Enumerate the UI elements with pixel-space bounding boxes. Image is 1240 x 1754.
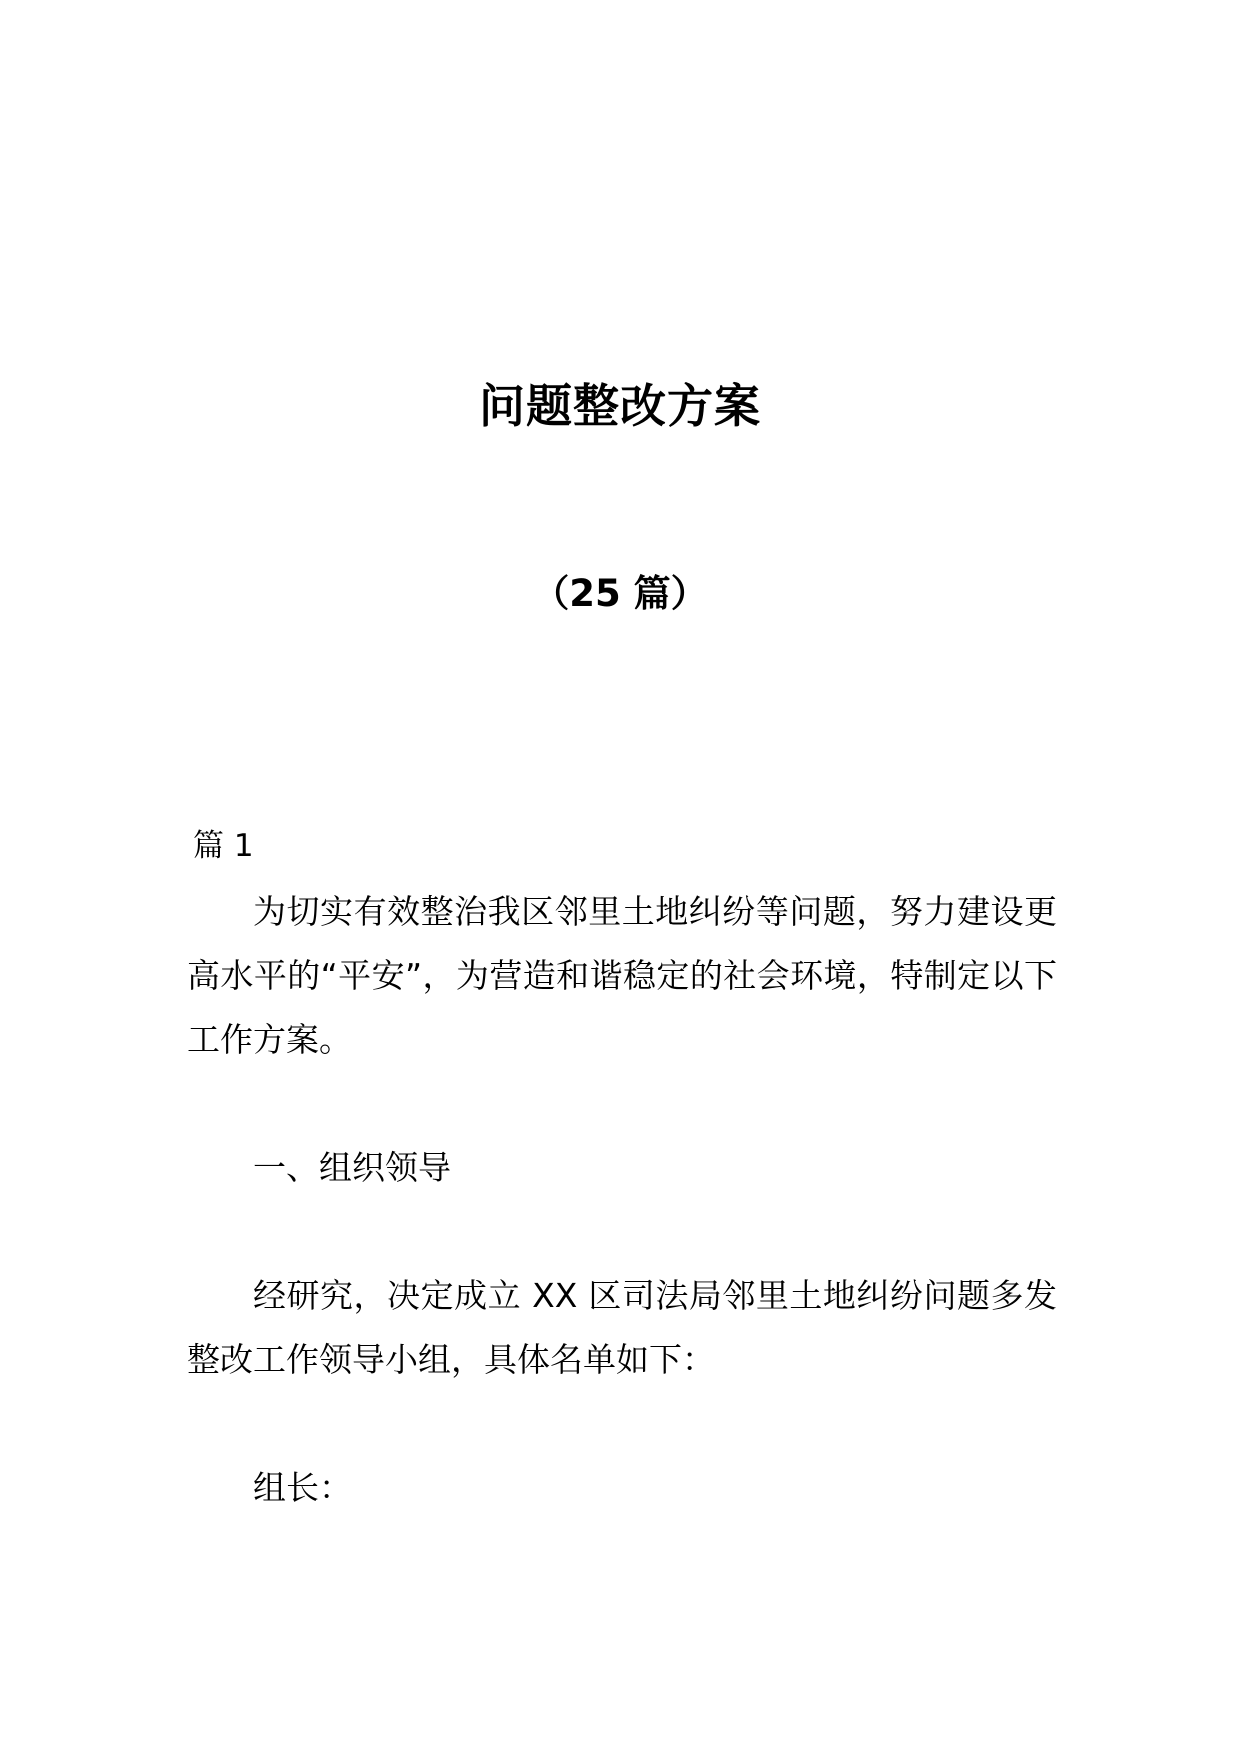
intro-paragraph: 为切实有效整治我区邻里土地纠纷等问题，努力建设更高水平的“平安”，为营造和谐稳定的社会环境，特制定以下工作方案。 xyxy=(187,892,1057,1059)
group-leader-line: 组长： xyxy=(253,1468,352,1507)
document-title: 问题整改方案 xyxy=(479,379,761,433)
leadership-group-paragraph: 经研究，决定成立 XX 区司法局邻里土地纠纷问题多发整改工作领导小组，具体名单如下： xyxy=(187,1276,1057,1379)
document-subtitle: （25 篇） xyxy=(532,572,708,615)
heading-organization-leadership: 一、组织领导 xyxy=(253,1148,451,1187)
document-body xyxy=(187,880,1057,1520)
section-label: 篇 1 xyxy=(193,828,254,864)
